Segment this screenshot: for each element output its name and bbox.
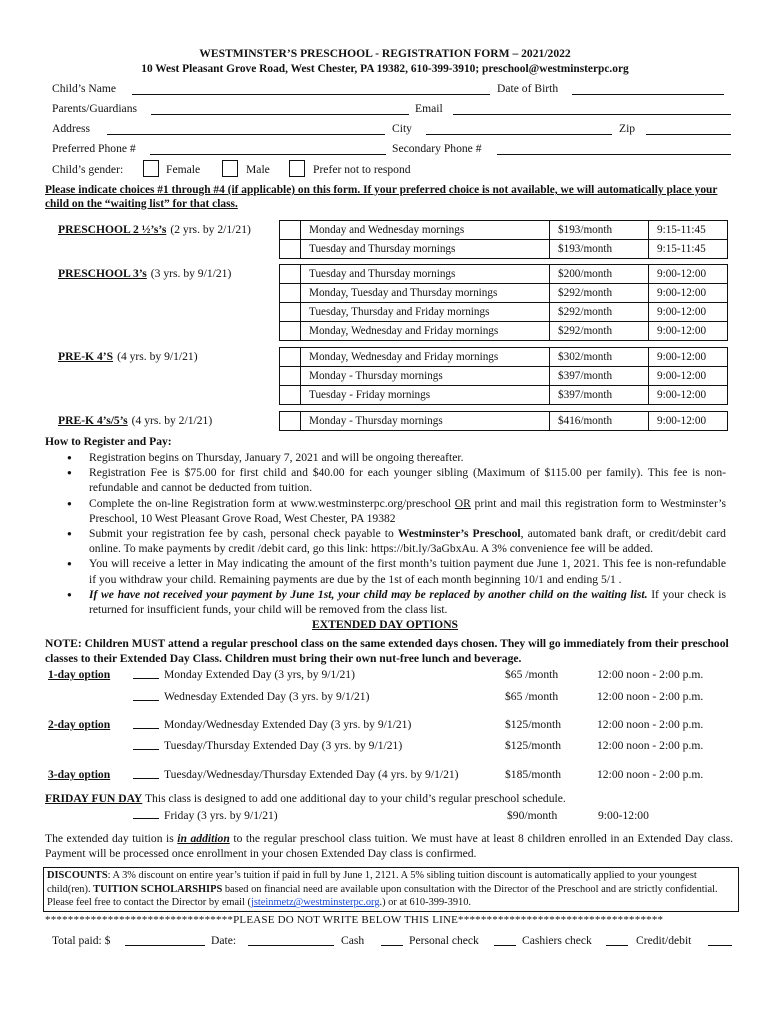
choice-rank-cell[interactable]	[280, 221, 301, 240]
program-price: $200/month	[550, 265, 649, 284]
extended-note: NOTE: Children MUST attend a regular preschool class on the same extended days chosen. They will go immediately from their preschool classes to their Extended Day Class. Children must bring their own nut-free lunch and beverage.	[45, 637, 729, 665]
extended-option-label: 2-day option	[48, 718, 111, 731]
program-days: Tuesday, Thursday and Friday mornings	[301, 303, 550, 322]
program-days: Tuesday and Thursday mornings	[301, 240, 550, 259]
program-time: 9:00-12:00	[649, 303, 728, 322]
program-time: 9:00-12:00	[649, 322, 728, 341]
choice-rank-cell[interactable]	[280, 322, 301, 341]
program-table	[279, 264, 728, 341]
extended-select-blank[interactable]	[133, 678, 159, 679]
date-label: Date:	[211, 934, 237, 947]
credit-debit-input[interactable]	[708, 945, 732, 946]
program-row[interactable]	[280, 348, 728, 367]
bullet-payment-warning: ● If we have not received your payment by June 1st, your child may be replaced by another child on the waiting list. If your check is returned for insufficient funds, your child will be removed from the class list.	[45, 587, 726, 617]
bullet-letter-may: ● You will receive a letter in May indicating the amount of the first month’s tuition payment due June 1, 2021. This fee is non-refundable if you withdraw your child. Remaining payments are due by the 1st of each month beginning 10/1 and ending 5/1 .	[45, 556, 726, 586]
program-time: 9:00-12:00	[649, 412, 728, 431]
form-title: WESTMINSTER’S PRESCHOOL - REGISTRATION FORM – 2021/2022	[199, 47, 571, 60]
extended-time: 12:00 noon - 2:00 p.m.	[597, 668, 704, 681]
program-price: $292/month	[550, 284, 649, 303]
program-label: PRE-K 4’S (4 yrs. by 9/1/21)	[58, 350, 198, 363]
program-days: Monday, Wednesday and Friday mornings	[301, 322, 550, 341]
address-input[interactable]	[107, 134, 385, 135]
friday-intro: FRIDAY FUN DAY This class is designed to add one additional day to your child’s regular preschool schedule.	[45, 792, 566, 805]
sec-phone-label: Secondary Phone #	[392, 142, 482, 155]
extended-select-blank[interactable]	[133, 728, 159, 729]
personal-check-input[interactable]	[494, 945, 516, 946]
email-input[interactable]	[453, 114, 731, 115]
extended-time: 12:00 noon - 2:00 p.m.	[597, 768, 704, 781]
program-time: 9:00-12:00	[649, 265, 728, 284]
pref-phone-input[interactable]	[150, 154, 386, 155]
instructions: Please indicate choices #1 through #4 (if applicable) on this form. If your preferred choice is not available, we will automatically place your child on the “waiting list” for that class.	[45, 184, 718, 210]
pref-phone-label: Preferred Phone #	[52, 142, 136, 155]
friday-select[interactable]	[133, 818, 159, 819]
address-label: Address	[52, 122, 90, 135]
bullet-complete-form: ● Complete the on-line Registration form at www.westminsterpc.org/preschool OR print and mail this registration form to Westminster’s Preschool, 10 West Pleasant Grove Road, West Chester, PA 19382	[45, 496, 726, 526]
program-row[interactable]	[280, 386, 728, 405]
extended-price: $125/month	[505, 718, 562, 731]
choice-rank-cell[interactable]	[280, 284, 301, 303]
no-pref-label: Prefer not to respond	[313, 163, 411, 176]
cash-label: Cash	[341, 934, 365, 947]
program-row[interactable]	[280, 367, 728, 386]
extended-select-blank[interactable]	[133, 700, 159, 701]
program-label: PRESCHOOL 3’s (3 yrs. by 9/1/21)	[58, 267, 232, 280]
extended-heading: EXTENDED DAY OPTIONS	[311, 618, 459, 631]
no-pref-checkbox[interactable]	[289, 160, 305, 177]
extended-desc: Monday Extended Day (3 yrs, by 9/1/21)	[164, 668, 355, 681]
parents-label: Parents/Guardians	[52, 102, 138, 115]
total-paid-label: Total paid: $	[52, 934, 111, 947]
program-days: Monday and Wednesday mornings	[301, 221, 550, 240]
choice-rank-cell[interactable]	[280, 265, 301, 284]
cash-input[interactable]	[381, 945, 403, 946]
program-price: $416/month	[550, 412, 649, 431]
cashiers-check-input[interactable]	[606, 945, 628, 946]
female-label: Female	[166, 163, 201, 176]
program-row[interactable]	[280, 412, 728, 431]
total-paid-input[interactable]	[125, 945, 205, 946]
male-checkbox[interactable]	[222, 160, 238, 177]
office-divider: *********************************PLEASE DO NOT WRITE BELOW THIS LINE************************************	[45, 914, 664, 926]
choice-rank-cell[interactable]	[280, 240, 301, 259]
child-name-label: Child’s Name	[52, 82, 117, 95]
program-price: $292/month	[550, 303, 649, 322]
program-time: 9:15-11:45	[649, 221, 728, 240]
program-days: Monday - Thursday mornings	[301, 367, 550, 386]
extended-option-label: 1-day option	[48, 668, 111, 681]
program-price: $193/month	[550, 240, 649, 259]
extended-time: 12:00 noon - 2:00 p.m.	[597, 690, 704, 703]
friday-time: 9:00-12:00	[598, 809, 649, 822]
parents-input[interactable]	[151, 114, 409, 115]
zip-input[interactable]	[646, 134, 731, 135]
program-table	[279, 347, 728, 405]
choice-rank-cell[interactable]	[280, 412, 301, 431]
child-name-input[interactable]	[132, 94, 490, 95]
program-time: 9:00-12:00	[649, 284, 728, 303]
choice-rank-cell[interactable]	[280, 348, 301, 367]
tuition-note: The extended day tuition is in addition to the regular preschool class tuition. We must have at least 8 children enrolled in an Extended Day class. Payment will be processed once enrollment in your chosen Extended Day class is confirmed.	[45, 832, 733, 860]
extended-time: 12:00 noon - 2:00 p.m.	[597, 718, 704, 731]
program-price: $302/month	[550, 348, 649, 367]
extended-desc: Tuesday/Thursday Extended Day (3 yrs. by 9/1/21)	[164, 739, 403, 752]
bullet-registration-date: ● Registration begins on Thursday, January 7, 2021 and will be ongoing thereafter.	[45, 450, 726, 465]
program-days: Monday, Tuesday and Thursday mornings	[301, 284, 550, 303]
extended-price: $185/month	[505, 768, 562, 781]
program-row[interactable]	[280, 240, 728, 259]
choice-rank-cell[interactable]	[280, 386, 301, 405]
program-label: PRE-K 4’s/5’s (4 yrs. by 2/1/21)	[58, 414, 213, 427]
extended-price: $125/month	[505, 739, 562, 752]
how-to-list	[45, 450, 726, 617]
extended-select-blank[interactable]	[133, 749, 159, 750]
extended-time: 12:00 noon - 2:00 p.m.	[597, 739, 704, 752]
choice-rank-cell[interactable]	[280, 367, 301, 386]
dob-input[interactable]	[572, 94, 724, 95]
program-row[interactable]	[280, 265, 728, 284]
extended-price: $65 /month	[505, 690, 559, 703]
program-table	[279, 411, 728, 431]
dob-label: Date of Birth	[497, 82, 559, 95]
extended-select-blank[interactable]	[133, 778, 159, 779]
sec-phone-input[interactable]	[497, 154, 731, 155]
program-row[interactable]	[280, 322, 728, 341]
city-label: City	[392, 122, 412, 135]
program-days: Tuesday and Thursday mornings	[301, 265, 550, 284]
program-price: $193/month	[550, 221, 649, 240]
personal-check-label: Personal check	[409, 934, 479, 947]
date-input[interactable]	[248, 945, 334, 946]
email-label: Email	[415, 102, 443, 115]
school-address: 10 West Pleasant Grove Road, West Chester, PA 19382, 610-399-3910; preschool@westminsterpc.org	[141, 63, 629, 75]
extended-price: $65 /month	[505, 668, 559, 681]
program-row[interactable]	[280, 221, 728, 240]
discounts-box: DISCOUNTS: A 3% discount on entire year’s tuition if paid in full by June 1, 2121. A 5% sibling tuition discount is automatically applied to your youngest child(ren). TUITION SCHOLARSHIPS based on financial need are available upon consultation with the Director of the Preschool and are strictly confidential. Please feel free to contact the Director by email (jsteinmetz@westminsterpc.org.) or at 610-399-3910.	[43, 867, 739, 912]
program-days: Monday, Wednesday and Friday mornings	[301, 348, 550, 367]
male-label: Male	[246, 163, 270, 176]
program-price: $292/month	[550, 322, 649, 341]
extended-desc: Monday/Wednesday Extended Day (3 yrs. by 9/1/21)	[164, 718, 412, 731]
program-time: 9:00-12:00	[649, 367, 728, 386]
friday-desc: Friday (3 yrs. by 9/1/21)	[164, 809, 278, 822]
how-to-heading: How to Register and Pay:	[45, 435, 172, 448]
friday-price: $90/month	[507, 809, 558, 822]
bullet-registration-fee: ● Registration Fee is $75.00 for first child and $40.00 for each younger sibling (Maximum of $115.00 per family). This fee is non-refundable and cannot be deducted from tuition.	[45, 465, 726, 495]
extended-desc: Wednesday Extended Day (3 yrs. by 9/1/21)	[164, 690, 370, 703]
program-row[interactable]	[280, 303, 728, 322]
credit-debit-label: Credit/debit	[636, 934, 692, 947]
gender-label: Child’s gender:	[52, 163, 124, 176]
cashiers-check-label: Cashiers check	[522, 934, 592, 947]
program-time: 9:00-12:00	[649, 348, 728, 367]
program-days: Tuesday - Friday mornings	[301, 386, 550, 405]
program-time: 9:00-12:00	[649, 386, 728, 405]
program-row[interactable]	[280, 284, 728, 303]
program-price: $397/month	[550, 367, 649, 386]
female-checkbox[interactable]	[143, 160, 159, 177]
program-table	[279, 220, 728, 259]
program-label: PRESCHOOL 2 ½’s’s (2 yrs. by 2/1/21)	[58, 223, 251, 236]
city-input[interactable]	[426, 134, 612, 135]
extended-option-label: 3-day option	[48, 768, 111, 781]
program-price: $397/month	[550, 386, 649, 405]
program-days: Monday - Thursday mornings	[301, 412, 550, 431]
program-time: 9:15-11:45	[649, 240, 728, 259]
extended-desc: Tuesday/Wednesday/Thursday Extended Day (4 yrs. by 9/1/21)	[164, 768, 459, 781]
bullet-submit-fee: ● Submit your registration fee by cash, personal check payable to Westminster’s Preschool, automated bank draft, or credit/debit card online. To make payments by credit /debit card, go this link: https://bit.ly/3aGbxAu. A 3% convenience fee will be added.	[45, 526, 726, 556]
choice-rank-cell[interactable]	[280, 303, 301, 322]
zip-label: Zip	[619, 122, 636, 135]
director-email-link[interactable]: jsteinmetz@westminsterpc.org	[250, 897, 380, 909]
